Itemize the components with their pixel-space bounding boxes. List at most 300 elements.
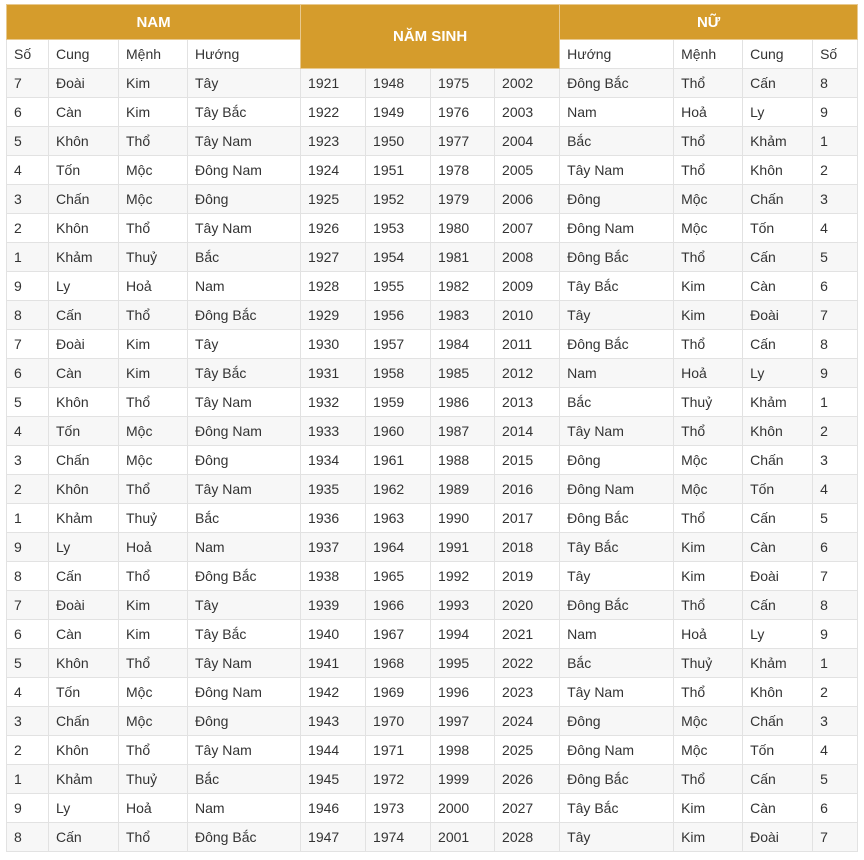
table-row: [7, 185, 858, 214]
nu-so-cell: 9: [813, 98, 858, 127]
year-cell: 1979: [431, 185, 495, 214]
nu-cung-cell: Khảm: [743, 649, 813, 678]
nu-menh-cell: Thổ: [674, 69, 743, 98]
year-cell: 2013: [495, 388, 560, 417]
nam-menh-cell: Thổ: [119, 475, 188, 504]
nu-cung-cell: Đoài: [743, 562, 813, 591]
nu-huong-cell: Bắc: [560, 388, 674, 417]
nu-cung-cell: Khôn: [743, 156, 813, 185]
nam-huong-cell: Tây Nam: [188, 388, 301, 417]
nu-so-cell: 2: [813, 156, 858, 185]
year-cell: 2023: [495, 678, 560, 707]
year-cell: 1951: [366, 156, 431, 185]
nu-so-cell: 3: [813, 185, 858, 214]
table-row: [7, 127, 858, 156]
nam-cung-cell: Tốn: [49, 678, 119, 707]
year-cell: 1932: [301, 388, 366, 417]
nu-so-cell: 2: [813, 678, 858, 707]
nam-so-cell: 5: [7, 388, 49, 417]
nam-huong-cell: Đông Nam: [188, 678, 301, 707]
nam-huong-cell: Tây Nam: [188, 127, 301, 156]
nu-huong-cell: Đông Nam: [560, 214, 674, 243]
year-cell: 1989: [431, 475, 495, 504]
nam-menh-cell: Thổ: [119, 214, 188, 243]
nam-menh-cell: Mộc: [119, 417, 188, 446]
table-row: [7, 504, 858, 533]
nam-menh-cell: Thổ: [119, 823, 188, 852]
nu-menh-cell: Thổ: [674, 765, 743, 794]
year-cell: 1983: [431, 301, 495, 330]
nam-huong-cell: Tây Nam: [188, 736, 301, 765]
nam-menh-cell: Thổ: [119, 127, 188, 156]
nam-huong-cell: Nam: [188, 794, 301, 823]
nam-huong-cell: Tây Nam: [188, 214, 301, 243]
year-cell: 1963: [366, 504, 431, 533]
nu-menh-cell: Hoả: [674, 98, 743, 127]
nam-so-cell: 1: [7, 243, 49, 272]
nu-cung-cell: Càn: [743, 272, 813, 301]
nu-huong-cell: Tây: [560, 301, 674, 330]
nam-cung-cell: Càn: [49, 620, 119, 649]
nu-cung-cell: Càn: [743, 794, 813, 823]
year-cell: 1978: [431, 156, 495, 185]
year-cell: 1964: [366, 533, 431, 562]
nam-menh-cell: Kim: [119, 98, 188, 127]
nu-so-cell: 1: [813, 649, 858, 678]
year-cell: 1949: [366, 98, 431, 127]
year-cell: 2010: [495, 301, 560, 330]
nu-huong-cell: Nam: [560, 620, 674, 649]
year-cell: 1988: [431, 446, 495, 475]
year-cell: 1954: [366, 243, 431, 272]
year-cell: 2002: [495, 69, 560, 98]
nam-cung-cell: Khôn: [49, 475, 119, 504]
nam-cung-cell: Chấn: [49, 707, 119, 736]
nu-so-cell: 4: [813, 214, 858, 243]
nam-menh-cell: Hoả: [119, 533, 188, 562]
year-cell: 1946: [301, 794, 366, 823]
nu-cung-cell: Tốn: [743, 475, 813, 504]
table-row: [7, 417, 858, 446]
table-row: [7, 533, 858, 562]
nam-huong-cell: Đông Nam: [188, 417, 301, 446]
year-cell: 1943: [301, 707, 366, 736]
table-row: [7, 272, 858, 301]
year-cell: 1926: [301, 214, 366, 243]
nam-so-cell: 2: [7, 214, 49, 243]
nu-menh-cell: Mộc: [674, 475, 743, 504]
nu-cung-cell: Khôn: [743, 678, 813, 707]
nam-menh-cell: Kim: [119, 620, 188, 649]
nam-menh-cell: Thổ: [119, 562, 188, 591]
nu-huong-cell: Tây: [560, 562, 674, 591]
year-cell: 1925: [301, 185, 366, 214]
nam-so-cell: 7: [7, 69, 49, 98]
year-cell: 2020: [495, 591, 560, 620]
nu-huong-cell: Nam: [560, 98, 674, 127]
table-row: [7, 562, 858, 591]
year-cell: 1981: [431, 243, 495, 272]
year-cell: 1941: [301, 649, 366, 678]
year-cell: 1960: [366, 417, 431, 446]
year-cell: 1933: [301, 417, 366, 446]
nam-col-menh: Mệnh: [119, 40, 188, 69]
year-cell: 2025: [495, 736, 560, 765]
nu-menh-cell: Thổ: [674, 504, 743, 533]
nam-huong-cell: Đông Bắc: [188, 562, 301, 591]
nam-so-cell: 4: [7, 678, 49, 707]
year-cell: 2009: [495, 272, 560, 301]
table-row: [7, 823, 858, 852]
year-cell: 2026: [495, 765, 560, 794]
year-cell: 1969: [366, 678, 431, 707]
table-row: [7, 359, 858, 388]
year-cell: 1971: [366, 736, 431, 765]
year-cell: 1928: [301, 272, 366, 301]
nam-menh-cell: Thuỷ: [119, 243, 188, 272]
nu-huong-cell: Tây Bắc: [560, 533, 674, 562]
nu-huong-cell: Đông Bắc: [560, 591, 674, 620]
year-cell: 2018: [495, 533, 560, 562]
table-row: [7, 446, 858, 475]
nam-cung-cell: Tốn: [49, 156, 119, 185]
nu-so-cell: 7: [813, 823, 858, 852]
nam-so-cell: 4: [7, 417, 49, 446]
table-container: [6, 4, 858, 852]
nam-cung-cell: Khôn: [49, 388, 119, 417]
table-row: [7, 214, 858, 243]
nu-col-so: Số: [813, 40, 858, 69]
nu-menh-cell: Kim: [674, 794, 743, 823]
year-cell: 1977: [431, 127, 495, 156]
nam-so-cell: 5: [7, 127, 49, 156]
nam-cung-cell: Đoài: [49, 591, 119, 620]
nu-so-cell: 6: [813, 272, 858, 301]
nam-so-cell: 6: [7, 620, 49, 649]
year-cell: 1972: [366, 765, 431, 794]
nam-cung-cell: Ly: [49, 794, 119, 823]
nam-cung-cell: Khảm: [49, 243, 119, 272]
year-cell: 1992: [431, 562, 495, 591]
nam-so-cell: 8: [7, 562, 49, 591]
nu-cung-cell: Khảm: [743, 127, 813, 156]
nam-so-cell: 6: [7, 98, 49, 127]
nam-so-cell: 6: [7, 359, 49, 388]
nam-so-cell: 3: [7, 185, 49, 214]
year-cell: 1934: [301, 446, 366, 475]
nu-menh-cell: Mộc: [674, 707, 743, 736]
year-cell: 1947: [301, 823, 366, 852]
nu-cung-cell: Tốn: [743, 214, 813, 243]
year-cell: 1982: [431, 272, 495, 301]
year-cell: 2006: [495, 185, 560, 214]
nam-so-cell: 9: [7, 272, 49, 301]
year-cell: 1993: [431, 591, 495, 620]
nu-huong-cell: Bắc: [560, 127, 674, 156]
nam-menh-cell: Kim: [119, 359, 188, 388]
year-cell: 1990: [431, 504, 495, 533]
table-row: [7, 243, 858, 272]
nu-so-cell: 6: [813, 533, 858, 562]
year-cell: 2021: [495, 620, 560, 649]
year-cell: 1929: [301, 301, 366, 330]
nam-cung-cell: Cấn: [49, 301, 119, 330]
nu-cung-cell: Cấn: [743, 765, 813, 794]
year-cell: 1998: [431, 736, 495, 765]
year-cell: 1968: [366, 649, 431, 678]
nu-huong-cell: Đông Nam: [560, 475, 674, 504]
nu-menh-cell: Thổ: [674, 330, 743, 359]
year-cell: 1962: [366, 475, 431, 504]
table-row: [7, 156, 858, 185]
nu-huong-cell: Đông: [560, 446, 674, 475]
year-cell: 2012: [495, 359, 560, 388]
year-cell: 1950: [366, 127, 431, 156]
nu-cung-cell: Đoài: [743, 301, 813, 330]
nu-menh-cell: Mộc: [674, 185, 743, 214]
year-cell: 2016: [495, 475, 560, 504]
nu-so-cell: 5: [813, 504, 858, 533]
year-cell: 1935: [301, 475, 366, 504]
year-cell: 1966: [366, 591, 431, 620]
nu-cung-cell: Cấn: [743, 330, 813, 359]
nu-huong-cell: Bắc: [560, 649, 674, 678]
nu-menh-cell: Thổ: [674, 417, 743, 446]
nu-huong-cell: Đông Bắc: [560, 69, 674, 98]
nam-huong-cell: Nam: [188, 533, 301, 562]
year-cell: 1938: [301, 562, 366, 591]
nam-cung-cell: Khảm: [49, 765, 119, 794]
year-cell: 1959: [366, 388, 431, 417]
year-cell: 1985: [431, 359, 495, 388]
nam-cung-cell: Khôn: [49, 127, 119, 156]
nam-cung-cell: Cấn: [49, 823, 119, 852]
nam-menh-cell: Thổ: [119, 388, 188, 417]
year-cell: 2028: [495, 823, 560, 852]
nu-so-cell: 7: [813, 301, 858, 330]
nu-cung-cell: Khảm: [743, 388, 813, 417]
nam-cung-cell: Khôn: [49, 214, 119, 243]
table-row: [7, 794, 858, 823]
nam-cung-cell: Cấn: [49, 562, 119, 591]
nam-cung-cell: Khôn: [49, 736, 119, 765]
year-cell: 1986: [431, 388, 495, 417]
year-cell: 2000: [431, 794, 495, 823]
table-row: [7, 388, 858, 417]
nam-huong-cell: Đông Bắc: [188, 301, 301, 330]
nu-so-cell: 1: [813, 127, 858, 156]
year-cell: 1999: [431, 765, 495, 794]
nam-cung-cell: Chấn: [49, 446, 119, 475]
year-cell: 1945: [301, 765, 366, 794]
nam-huong-cell: Đông Bắc: [188, 823, 301, 852]
year-cell: 1975: [431, 69, 495, 98]
table-head: [7, 5, 858, 69]
year-cell: 2014: [495, 417, 560, 446]
nu-menh-cell: Kim: [674, 533, 743, 562]
nu-cung-cell: Ly: [743, 98, 813, 127]
table-body: [7, 69, 858, 852]
nam-huong-cell: Tây Nam: [188, 475, 301, 504]
table-row: [7, 620, 858, 649]
nu-so-cell: 7: [813, 562, 858, 591]
nam-huong-cell: Tây Bắc: [188, 620, 301, 649]
nu-so-cell: 2: [813, 417, 858, 446]
nu-huong-cell: Đông Bắc: [560, 504, 674, 533]
nu-cung-cell: Chấn: [743, 446, 813, 475]
nam-menh-cell: Thuỷ: [119, 765, 188, 794]
year-cell: 2005: [495, 156, 560, 185]
nu-cung-cell: Cấn: [743, 69, 813, 98]
nu-menh-cell: Hoả: [674, 620, 743, 649]
nam-so-cell: 3: [7, 707, 49, 736]
table-row: [7, 736, 858, 765]
table-row: [7, 765, 858, 794]
nu-col-huong: Hướng: [560, 40, 674, 69]
table-row: [7, 591, 858, 620]
nam-col-huong: Hướng: [188, 40, 301, 69]
nu-huong-cell: Đông Bắc: [560, 765, 674, 794]
nu-so-cell: 4: [813, 475, 858, 504]
nu-menh-cell: Thuỷ: [674, 388, 743, 417]
nu-menh-cell: Thổ: [674, 156, 743, 185]
nam-so-cell: 7: [7, 591, 49, 620]
nu-huong-cell: Đông Bắc: [560, 243, 674, 272]
nam-menh-cell: Mộc: [119, 185, 188, 214]
table-row: [7, 649, 858, 678]
table-row: [7, 301, 858, 330]
nu-so-cell: 5: [813, 243, 858, 272]
year-cell: 1994: [431, 620, 495, 649]
nu-huong-cell: Đông: [560, 185, 674, 214]
nu-so-cell: 5: [813, 765, 858, 794]
nu-menh-cell: Thuỷ: [674, 649, 743, 678]
nam-huong-cell: Nam: [188, 272, 301, 301]
year-cell: 2024: [495, 707, 560, 736]
nu-menh-cell: Thổ: [674, 591, 743, 620]
year-cell: 2027: [495, 794, 560, 823]
table-row: [7, 707, 858, 736]
nam-so-cell: 1: [7, 765, 49, 794]
nu-menh-cell: Thổ: [674, 678, 743, 707]
year-cell: 2015: [495, 446, 560, 475]
nam-cung-cell: Đoài: [49, 330, 119, 359]
year-cell: 1980: [431, 214, 495, 243]
year-cell: 1939: [301, 591, 366, 620]
nu-cung-cell: Cấn: [743, 243, 813, 272]
year-cell: 2022: [495, 649, 560, 678]
nam-menh-cell: Mộc: [119, 707, 188, 736]
nu-menh-cell: Hoả: [674, 359, 743, 388]
header-nam-sinh: NĂM SINH: [301, 5, 560, 69]
nu-cung-cell: Khôn: [743, 417, 813, 446]
year-cell: 2001: [431, 823, 495, 852]
year-cell: 1987: [431, 417, 495, 446]
nu-cung-cell: Càn: [743, 533, 813, 562]
birth-year-table: [6, 4, 858, 852]
nam-cung-cell: Khảm: [49, 504, 119, 533]
nam-menh-cell: Mộc: [119, 678, 188, 707]
nam-so-cell: 9: [7, 533, 49, 562]
nu-so-cell: 8: [813, 69, 858, 98]
nam-menh-cell: Hoả: [119, 272, 188, 301]
table-row: [7, 330, 858, 359]
nam-menh-cell: Kim: [119, 69, 188, 98]
nam-huong-cell: Đông: [188, 707, 301, 736]
nu-menh-cell: Thổ: [674, 127, 743, 156]
table-row: [7, 678, 858, 707]
nam-menh-cell: Mộc: [119, 446, 188, 475]
nam-so-cell: 2: [7, 736, 49, 765]
nam-menh-cell: Thuỷ: [119, 504, 188, 533]
year-cell: 1965: [366, 562, 431, 591]
nu-menh-cell: Mộc: [674, 214, 743, 243]
nu-huong-cell: Đông Nam: [560, 736, 674, 765]
nam-cung-cell: Chấn: [49, 185, 119, 214]
year-cell: 2008: [495, 243, 560, 272]
year-cell: 2011: [495, 330, 560, 359]
year-cell: 1967: [366, 620, 431, 649]
nam-so-cell: 7: [7, 330, 49, 359]
nu-so-cell: 9: [813, 359, 858, 388]
nu-so-cell: 4: [813, 736, 858, 765]
nu-huong-cell: Tây Nam: [560, 678, 674, 707]
year-cell: 1955: [366, 272, 431, 301]
nam-cung-cell: Ly: [49, 272, 119, 301]
nu-huong-cell: Tây Nam: [560, 156, 674, 185]
year-cell: 1997: [431, 707, 495, 736]
year-cell: 1942: [301, 678, 366, 707]
year-cell: 1970: [366, 707, 431, 736]
nu-menh-cell: Kim: [674, 823, 743, 852]
nu-huong-cell: Tây Nam: [560, 417, 674, 446]
nam-huong-cell: Bắc: [188, 765, 301, 794]
nam-huong-cell: Tây: [188, 591, 301, 620]
nu-menh-cell: Mộc: [674, 736, 743, 765]
nam-huong-cell: Tây Bắc: [188, 98, 301, 127]
nam-so-cell: 8: [7, 301, 49, 330]
nam-so-cell: 4: [7, 156, 49, 185]
nam-so-cell: 9: [7, 794, 49, 823]
nam-cung-cell: Khôn: [49, 649, 119, 678]
nu-cung-cell: Chấn: [743, 185, 813, 214]
nam-col-so: Số: [7, 40, 49, 69]
nu-huong-cell: Đông Bắc: [560, 330, 674, 359]
nam-huong-cell: Đông Nam: [188, 156, 301, 185]
nu-cung-cell: Tốn: [743, 736, 813, 765]
nam-menh-cell: Kim: [119, 330, 188, 359]
year-cell: 2007: [495, 214, 560, 243]
nu-huong-cell: Nam: [560, 359, 674, 388]
nam-cung-cell: Đoài: [49, 69, 119, 98]
nam-menh-cell: Mộc: [119, 156, 188, 185]
year-cell: 2003: [495, 98, 560, 127]
year-cell: 1952: [366, 185, 431, 214]
table-row: [7, 475, 858, 504]
nu-cung-cell: Chấn: [743, 707, 813, 736]
year-cell: 1995: [431, 649, 495, 678]
year-cell: 1927: [301, 243, 366, 272]
nam-so-cell: 5: [7, 649, 49, 678]
nu-so-cell: 1: [813, 388, 858, 417]
nam-so-cell: 3: [7, 446, 49, 475]
nam-huong-cell: Tây: [188, 330, 301, 359]
nu-cung-cell: Ly: [743, 359, 813, 388]
nam-huong-cell: Tây Bắc: [188, 359, 301, 388]
nam-menh-cell: Hoả: [119, 794, 188, 823]
year-cell: 1921: [301, 69, 366, 98]
year-cell: 1953: [366, 214, 431, 243]
